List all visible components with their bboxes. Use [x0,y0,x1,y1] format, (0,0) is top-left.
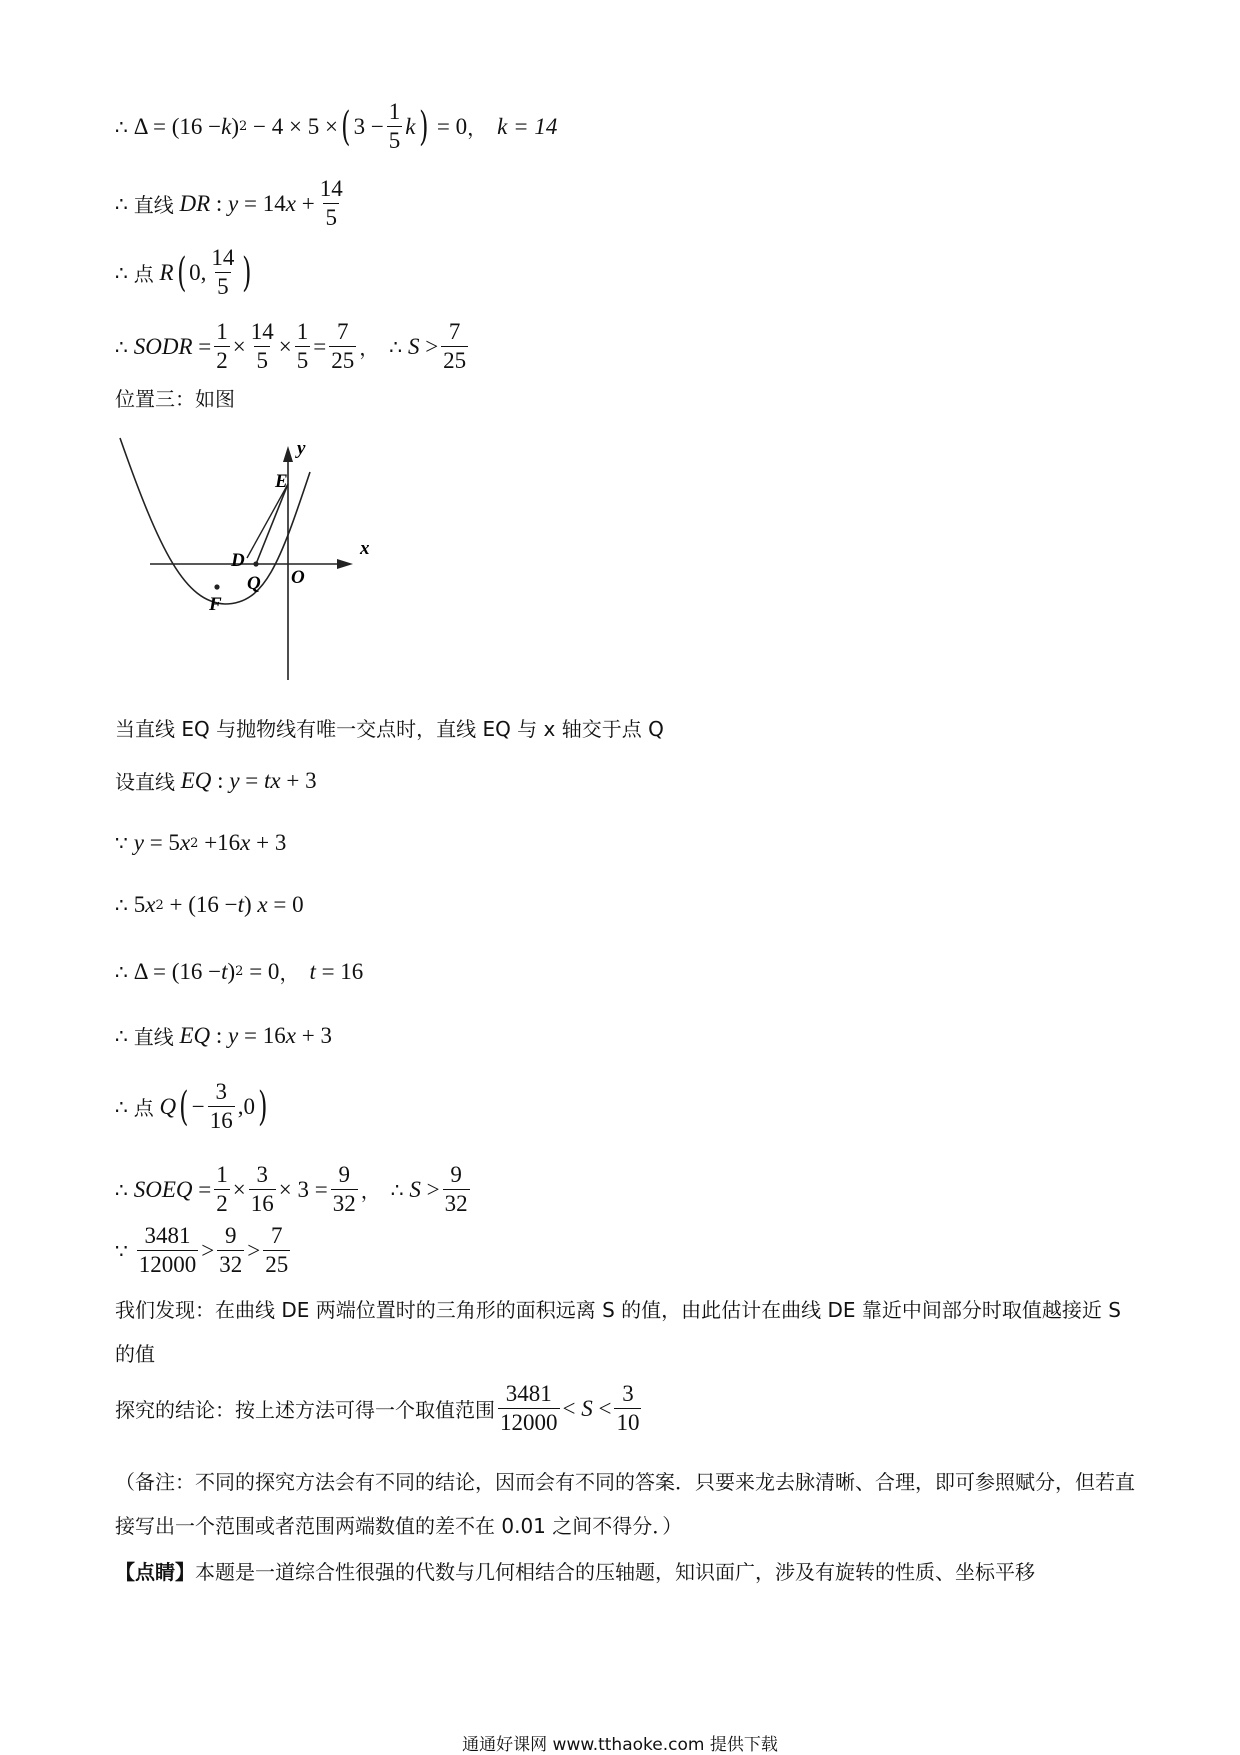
comparison: ∵ $\frac{3481}{12000}$ > $\frac{9}{32}$ > $\frac{7}{25}$ [115,1223,289,1278]
footer-source: 通通好课网 www.tthaoke.com 提供下载 [462,1735,778,1755]
x-axis-arrow [337,559,353,569]
k-value: k = 14 [497,113,558,139]
line-eq [256,484,288,564]
label-y: y [297,438,306,459]
point-r: ∴ 点 R ( 0, $\frac{14}{5}$ ) [115,245,252,300]
remark-tag: 【点睛】 [115,1560,195,1584]
equation-line-dr: ∴ 直线 DR : y = 14 x + $\frac{14}{5}$ [115,176,343,231]
y-axis-arrow [283,446,293,462]
equation-delta-t: ∴ Δ = (16 − t ) 2 = 0 ， t = 16 [115,958,364,985]
note-paragraph: （备注：不同的探究方法会有不同的结论，因而会有不同的答案．只要来龙去脉清晰、合理，即可参照赋分，但若直接写出一个范围或者范围两端数值的差不在 0.01 之间不得分．） [115,1470,1135,1538]
point-f-dot [214,584,219,589]
equation-quadratic: ∴ 5 x 2 + (16 − t ) x = 0 [115,892,304,917]
remark-paragraph [115,1550,1140,1594]
finding-paragraph: 我们发现：在曲线 DE 两端位置时的三角形的面积远离 S 的值，由此估计在曲线 DE 靠近中间部分时取值越接近 S 的值 [115,1298,1121,1366]
area-oeq: ∴ S OEQ = $\frac{1}{2}$ × $\frac{3}{16}$ × 3 = $\frac{9}{32}$ ， ∴ S > $\frac{9}{32}$ [115,1162,468,1217]
equation-line-eq: ∴ 直线 EQ : y = 16 x + 3 [115,1022,332,1049]
remark-text: 本题是一道综合性很强的代数与几何相结合的压轴题，知识面广，涉及有旋转的性质、坐标平移 [195,1560,1035,1584]
label-d: D [231,550,245,571]
parabola-curve [120,438,310,604]
equation-delta-k: ∴ Δ = (16 − k ) 2 − 4 × 5 × ( 3 − $\frac{1}{5}$ k ) = 0 ， k = 14 [115,99,558,154]
equation-line-eq-general: 设直线 EQ : y = tx + 3 [115,767,317,794]
label-e: E [275,471,288,492]
label-x: x [360,538,370,559]
line-ed [247,484,288,558]
conclusion: 探究的结论：按上述方法可得一个取值范围 $\frac{3481}{12000}$ < S < $\frac{3}{10}$ [115,1381,640,1436]
unique-intersection-text: 当直线 EQ 与抛物线有唯一交点时，直线 EQ 与 x 轴交于点 Q [115,717,664,741]
parabola-figure [115,432,425,682]
position-three-heading: 位置三：如图 [115,387,235,411]
equation-parabola: ∵ y = 5 x 2 +16 x + 3 [115,830,287,855]
point-q-dot [253,561,258,566]
label-o: O [291,567,305,588]
point-q: ∴ 点 Q ( − $\frac{3}{16}$ ,0 ) [115,1079,268,1134]
label-q: Q [247,573,261,594]
label-f: F [209,594,222,615]
area-odr: ∴ S ODR = $\frac{1}{2}$ × $\frac{14}{5}$ × $\frac{1}{5}$ = $\frac{7}{25}$ ， ∴ S > $\frac{7}{25}$ [115,319,467,374]
